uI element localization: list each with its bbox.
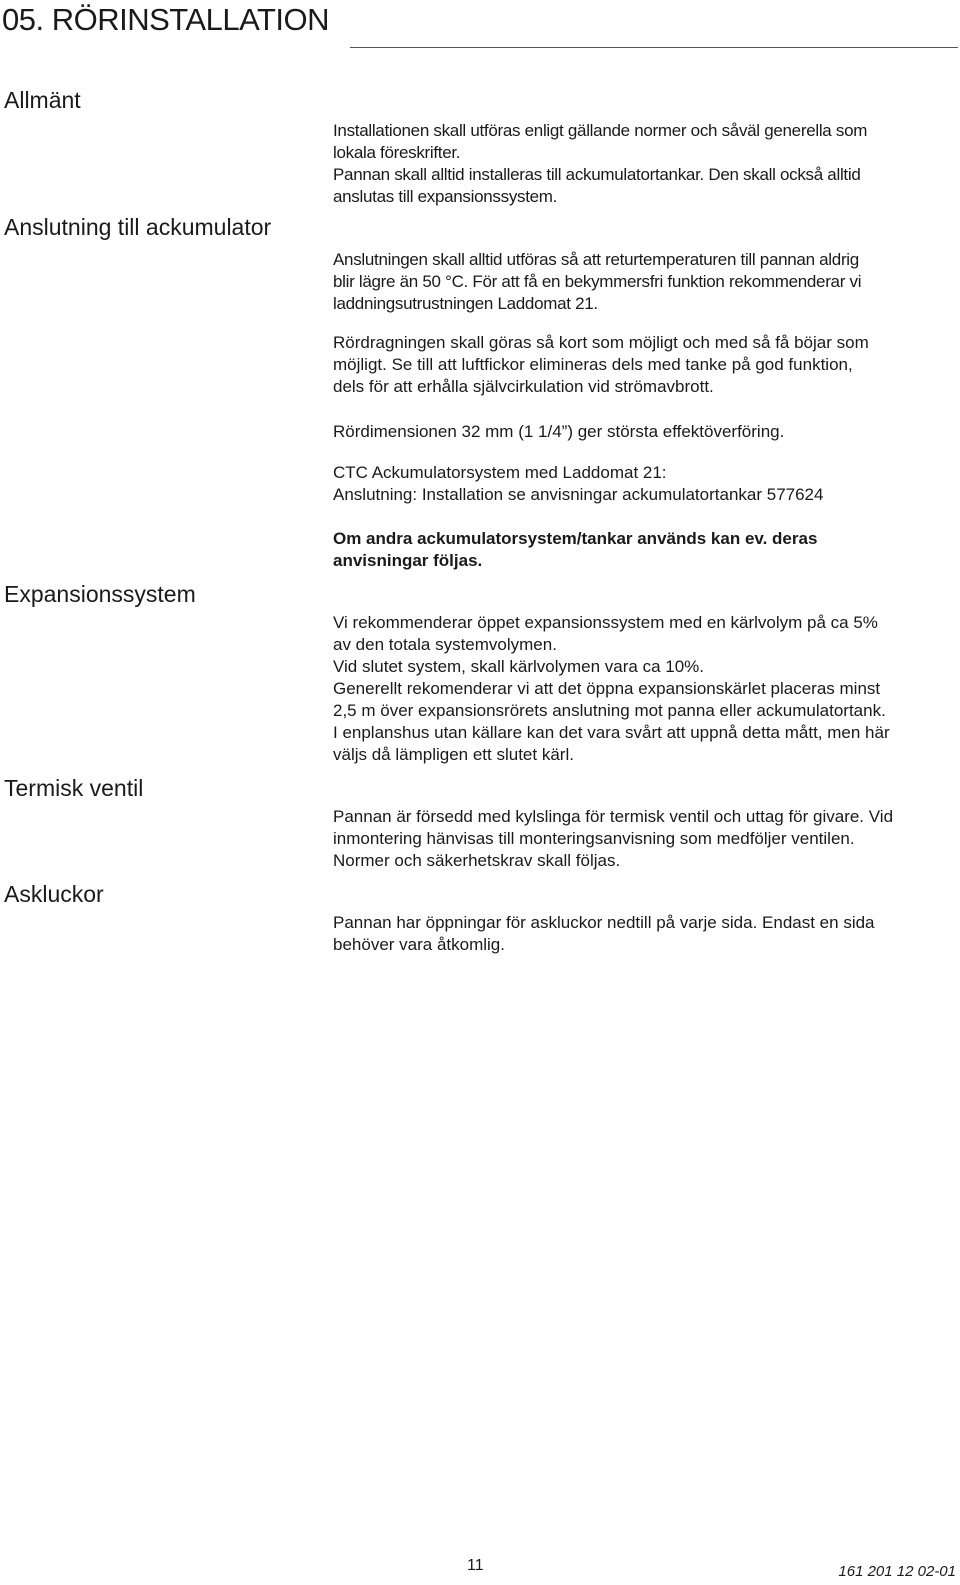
paragraph-expansionssystem [333, 612, 958, 766]
text-line: laddningsutrustningen Laddomat 21. [333, 294, 598, 313]
text-line: inmontering hänvisas till monteringsanvisning som medföljer ventilen. [333, 829, 855, 848]
page-number: 11 [467, 1557, 484, 1574]
paragraph-andra-system-note [333, 528, 958, 572]
text-line: Pannan skall alltid installeras till ackumulatortankar. Den skall också alltid [333, 165, 861, 184]
text-line: CTC Ackumulatorsystem med Laddomat 21: [333, 463, 667, 482]
text-line: I enplanshus utan källare kan det vara svårt att uppnå detta mått, men här [333, 723, 890, 742]
heading-anslutning: Anslutning till ackumulator [4, 214, 272, 240]
text-line: 2,5 m över expansionsrörets anslutning mot panna eller ackumulatortank. [333, 701, 886, 720]
paragraph-askluckor [333, 912, 958, 956]
paragraph-rordimension [333, 421, 958, 443]
text-line: Pannan har öppningar för askluckor nedtill på varje sida. Endast en sida [333, 913, 875, 932]
paragraph-ackumulatorsystem [333, 462, 958, 506]
text-line: Rördragningen skall göras så kort som möjligt och med så få böjar som [333, 333, 869, 352]
text-line: anslutas till expansionssystem. [333, 187, 558, 206]
text-line: Vi rekommenderar öppet expansionssystem med en kärlvolym på ca 5% [333, 613, 878, 632]
heading-askluckor: Askluckor [4, 881, 104, 907]
text-line: anvisningar följas. [333, 551, 483, 570]
text-line: möjligt. Se till att luftfickor elimineras dels med tanke på god funktion, [333, 355, 853, 374]
heading-expansionssystem: Expansionssystem [4, 581, 196, 607]
paragraph-allmant [333, 120, 958, 208]
text-line: dels för att erhålla självcirkulation vid strömavbrott. [333, 377, 714, 396]
text-line: Om andra ackumulatorsystem/tankar används kan ev. deras [333, 529, 818, 548]
heading-allmant: Allmänt [4, 87, 81, 113]
paragraph-termisk-ventil [333, 806, 958, 872]
paragraph-rordragning [333, 332, 958, 398]
paragraph-anslutning-temperatur [333, 249, 958, 315]
text-line: Vid slutet system, skall kärlvolymen vara ca 10%. [333, 657, 704, 676]
text-line: Generellt rekomenderar vi att det öppna expansionskärlet placeras minst [333, 679, 881, 698]
text-line: Anslutningen skall alltid utföras så att returtemperaturen till pannan aldrig [333, 250, 859, 269]
text-line: väljs då lämpligen ett slutet kärl. [333, 745, 574, 764]
text-line: Installationen skall utföras enligt gällande normer och såväl generella som [333, 121, 868, 140]
text-line: lokala föreskrifter. [333, 143, 461, 162]
text-line: av den totala systemvolymen. [333, 635, 557, 654]
document-code: 161 201 12 02-01 [838, 1563, 956, 1580]
text-line: Normer och säkerhetskrav skall följas. [333, 851, 621, 870]
title-rule [350, 47, 958, 48]
text-line: blir lägre än 50 °C. För att få en bekymmersfri funktion rekommenderar vi [333, 272, 862, 291]
text-line: Anslutning: Installation se anvisningar ackumulatortankar 577624 [333, 485, 824, 504]
text-line: Rördimensionen 32 mm (1 1/4”) ger största effektöverföring. [333, 422, 785, 441]
page-title: 05. RÖRINSTALLATION [2, 2, 329, 37]
text-line: behöver vara åtkomlig. [333, 935, 505, 954]
heading-termisk-ventil: Termisk ventil [4, 775, 144, 801]
text-line: Pannan är försedd med kylslinga för termisk ventil och uttag för givare. Vid [333, 807, 894, 826]
